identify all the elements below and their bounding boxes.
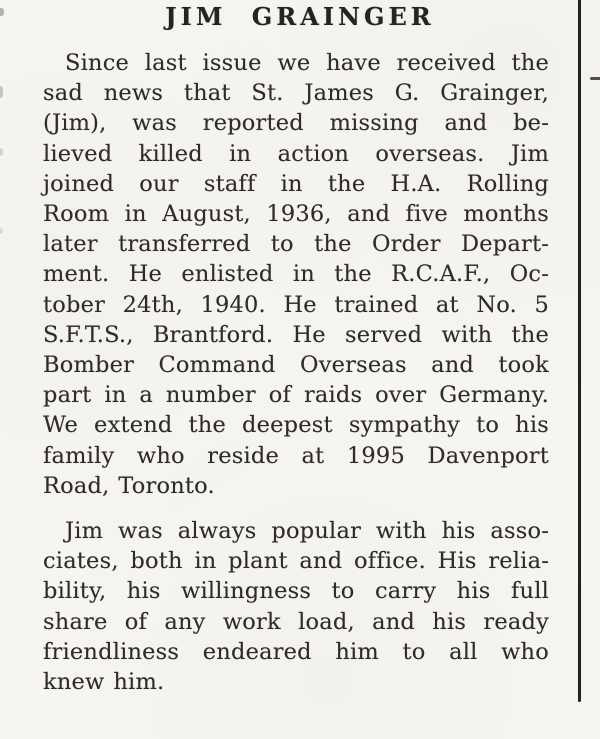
edge-tick-mark: [590, 77, 600, 80]
scan-speck: [0, 148, 3, 156]
scan-speck: [0, 8, 4, 16]
text-line: ciates, both in plant and office. His relia-: [43, 548, 549, 575]
text-line: Since last issue we have received the: [65, 50, 549, 76]
text-line: (Jim), was reported missing and be-: [43, 110, 549, 137]
text-line: Bomber Command Overseas and took: [43, 352, 549, 379]
text-line: Jim was always popular with his asso-: [65, 518, 549, 544]
text-line: ment. He enlisted in the R.C.A.F., Oc-: [43, 261, 549, 288]
text-line: share of any work load, and his ready: [43, 608, 549, 635]
text-line: part in a number of raids over Germany.: [43, 382, 549, 409]
text-line: We extend the deepest sympathy to his: [43, 412, 549, 439]
text-line: joined our staff in the H.A. Rolling: [43, 170, 549, 197]
text-line: bility, his willingness to carry his full: [43, 578, 549, 605]
text-line: tober 24th, 1940. He trained at No. 5: [43, 291, 549, 318]
scan-speck: [0, 86, 3, 98]
scan-speck: [0, 228, 3, 234]
text-line: S.F.T.S., Brantford. He served with the: [43, 321, 549, 348]
article-paragraph: [43, 48, 549, 501]
text-line: Road, Toronto.: [43, 472, 215, 499]
column-divider-rule: [578, 0, 581, 702]
text-line: knew him.: [43, 669, 165, 696]
text-line: family who reside at 1995 Davenport: [43, 442, 549, 469]
text-line: sad news that St. James G. Grainger,: [43, 80, 549, 107]
text-line: later transferred to the Order Depart-: [43, 231, 549, 258]
article-title: JIM GRAINGER: [165, 2, 435, 31]
text-line: lieved killed in action overseas. Jim: [43, 140, 549, 167]
text-line: Room in August, 1936, and five months: [43, 201, 549, 228]
article-paragraph: [43, 516, 549, 697]
text-line: friendliness endeared him to all who: [43, 638, 549, 665]
